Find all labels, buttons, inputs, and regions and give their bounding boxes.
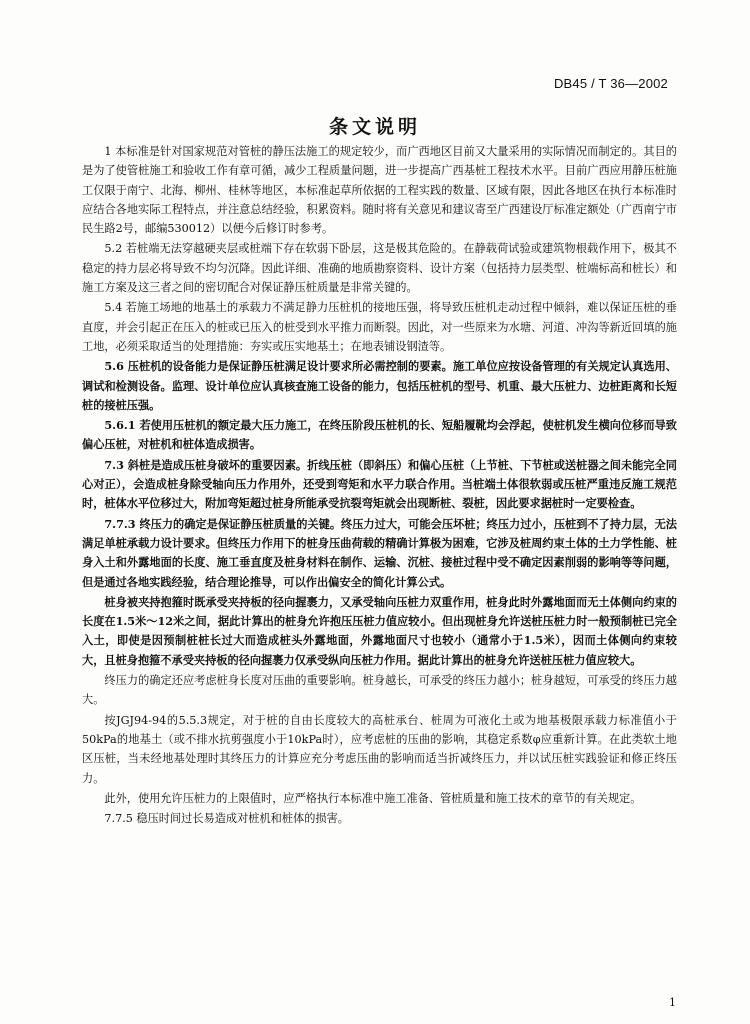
paragraph-5-6-1: 5.6.1 若使用压桩机的额定最大压力施工，在终压阶段压桩机的长、短船履靴均会浮起，使桩机发生横向位移而导致偏心压桩，对桩机和桩体造成损害。 xyxy=(82,418,677,452)
paragraph-5-4: 5.4 若施工场地的地基土的承载力不满足静力压桩机的接地压强，将导致压桩机走动过程中倾斜，难以保证压桩的垂直度，并会引起正在压入的桩或已压入的桩受到水平推力而断裂。因此，对一些原来为水塘、河道、冲沟等新近回填的施工地，必须采取适当的处理措施：夯实或压实地基土；在地表铺设钢渣等。 xyxy=(82,301,677,353)
paragraph-clamping-force: 桩身被夹持抱箍时既承受夹持板的径向握裹力，又承受轴向压桩力双重作用，桩身此时外露地面而无土体侧向约束的长度在1.5米～12米之间，据此计算出的桩身允许抱压压桩力值应较小。但出现桩身允许送桩压桩力时一般预制桩已完全入土，即使是因预制桩桩长过大而造成桩头外露地面，外露地面尺寸也较小（通常小于1.5米），因而土体侧向约束较大，且桩身抱箍不承受夹持板的径向握裹力仅承受纵向压桩力作用。据此计算出的桩身允许送桩压桩力值应较大。 xyxy=(82,594,677,667)
document-body xyxy=(82,142,677,829)
page-title: 条文说明 xyxy=(328,116,421,138)
standard-code: DB45 / T 36—2002 xyxy=(553,76,668,91)
paragraph-jgj94: 按JGJ94-94的5.5.3规定，对于桩的自由长度较大的高桩承台、桩周为可液化土或为地基极限承载力标准值小于50kPa的地基土（或不排水抗剪强度小于10kPa时），应考虑桩的压曲的影响，其稳定系数φ应重新计算。在此类软土地区压桩，当未经地基处理时其终压力的计算应充分考虑压曲的影响而适当折减终压力，并以试压桩实践验证和修正终压力。 xyxy=(82,713,677,785)
paragraph-1-intro: 1 本标准是针对国家规范对管桩的静压法施工的规定较少，而广西地区目前又大量采用的实际情况而制定的。其目的是为了使管桩施工和验收工作有章可循，减少工程质量问题，进一步提高广西基桩工程技术水平。目前广西应用静压桩施工仅限于南宁、北海、柳州、桂林等地区，本标准起草所依据的工程实践的数量、区域有限，因此各地区在执行本标准时应结合各地实际工程特点，并注意总结经验，积累资料。随时将有关意见和建议寄至广西建设厅标准定额处（广西南宁市民生路2号，邮编530012）以便今后修订时参考。 xyxy=(82,145,677,236)
paragraph-5-2: 5.2 若桩端无法穿越硬夹层或桩端下存在软弱下卧层，这是极其危险的。在静载荷试验或建筑物根载作用下，极其不稳定的持力层必将导致不均匀沉降。因此详细、准确的地质勘察资料、设计方案（包括持力层类型、桩端标高和桩长）和施工方案及这三者之间的密切配合对保证静压桩质量是非常关键的。 xyxy=(82,242,677,295)
paragraph-7-7-3: 7.7.3 终压力的确定是保证静压桩质量的关键。终压力过大，可能会压坏桩；终压力过小，压桩到不了持力层，无法满足单桩承载力设计要求。但终压力作用下的桩身压曲荷载的精确计算极为困难，它涉及桩周约束土体的土力学性能、桩身入土和外露地面的长度、施工垂直度及桩身材料在制作、运输、沉桩、接桩过程中受不确定因素削弱的影响等等问题，但是通过各地实践经验，结合理论推导，可以作出偏安全的简化计算公式。 xyxy=(82,516,677,589)
paragraph-7-7-5: 7.7.5 稳压时间过长易造成对桩机和桩体的损害。 xyxy=(104,812,349,826)
page-number: 1 xyxy=(669,996,676,1009)
paragraph-5-6: 5.6 压桩机的设备能力是保证静压桩满足设计要求所必需控制的要素。施工单位应按设备管理的有关规定认真选用、调试和检测设备。监理、设计单位应认真核查施工设备的能力，包括压桩机的型号、机重、最大压桩力、边桩距离和长短桩的接桩压强。 xyxy=(82,359,677,412)
paragraph-upper-limit: 此外，使用允许压桩力的上限值时，应严格执行本标准中施工准备、管桩质量和施工技术的章节的有关规定。 xyxy=(104,791,642,805)
paragraph-pile-length: 终压力的确定还应考虑桩身长度对压曲的重要影响。桩身越长，可承受的终压力越小；桩身越短，可承受的终压力越大。 xyxy=(82,674,677,707)
paragraph-7-3: 7.3 斜桩是造成压桩身破坏的重要因素。折线压桩（即斜压）和偏心压桩（上节桩、下节桩或送桩器之间未能完全同心对正），会造成桩身除受轴向压力作用外，还受到弯矩和水平力联合作用。当桩端土体很软弱或压桩严重违反施工规范时，桩体水平位移过大，附加弯矩超过桩身所能承受抗裂弯矩就会出现断桩、裂桩，因此要求据桩时一定要检查。 xyxy=(82,457,677,511)
